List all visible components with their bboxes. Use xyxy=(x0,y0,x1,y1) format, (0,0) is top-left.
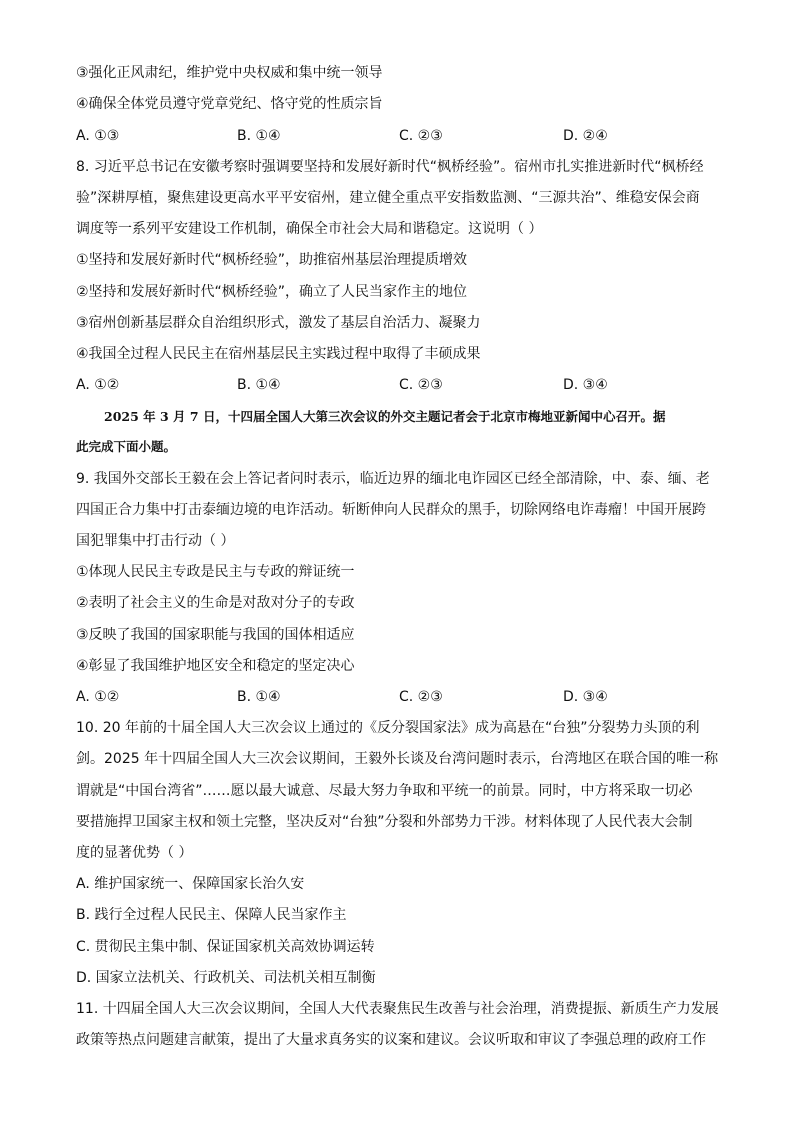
q8-stem-line: 验”深耕厚植，聚焦建设更高水平平安宿州，建立健全重点平安指数监测、“三源共治”、维稳安保会商 xyxy=(76,190,700,206)
q10-stem-line: 谓就是“中国台湾省”……愿以最大诚意、尽最大努力争取和平统一的前景。同时，中方将采取一切必 xyxy=(76,783,693,799)
q9-stem-line: 国犯罪集中打击行动（ ） xyxy=(76,533,235,549)
q9-option-d: D. ③④ xyxy=(563,689,608,705)
q8-options xyxy=(76,375,716,395)
q8-option-d: D. ③④ xyxy=(563,377,608,393)
q9-option-a: A. ①② xyxy=(76,689,120,705)
q8-statement-2: ②坚持和发展好新时代“枫桥经验”，确立了人民当家作主的地位 xyxy=(76,284,468,300)
q10-choice-a: A. 维护国家统一、保障国家长治久安 xyxy=(76,876,305,892)
q11-stem-line: 11. 十四届全国人大三次会议期间，全国人大代表聚焦民生改善与社会治理，消费提振、新质生产力发展 xyxy=(76,1001,719,1017)
q8-stem-line: 8. 习近平总书记在安徽考察时强调要坚持和发展好新时代“枫桥经验”。宿州市扎实推进新时代“枫桥经 xyxy=(76,159,704,175)
q7-option-c: C. ②③ xyxy=(399,128,443,144)
q10-choice-b: B. 践行全过程人民民主、保障人民当家作主 xyxy=(76,907,347,923)
reading-intro-line: 此完成下面小题。 xyxy=(76,439,177,454)
q10-stem-line: 10. 20 年前的十届全国人大三次会议上通过的《反分裂国家法》成为高悬在“台独”分裂势力头顶的利 xyxy=(76,720,700,736)
q8-option-b: B. ①④ xyxy=(237,377,281,393)
q7-options xyxy=(76,126,716,146)
q10-choice-c: C. 贯彻民主集中制、保证国家机关高效协调运转 xyxy=(76,939,375,955)
q9-stem-line: 9. 我国外交部长王毅在会上答记者问时表示，临近边界的缅北电诈园区已经全部清除，中、泰、缅、老 xyxy=(76,471,710,487)
q7-option-d: D. ②④ xyxy=(563,128,608,144)
q9-option-c: C. ②③ xyxy=(399,689,443,705)
q8-statement-3: ③宿州创新基层群众自治组织形式，激发了基层自治活力、凝聚力 xyxy=(76,315,481,331)
reading-intro-line: 2025 年 3 月 7 日，十四届全国人大第三次会议的外交主题记者会于北京市梅地亚新闻中心召开。据 xyxy=(104,409,666,424)
q9-statement-1: ①体现人民民主专政是民主与专政的辩证统一 xyxy=(76,564,355,580)
q8-stem-line: 调度等一系列平安建设工作机制，确保全市社会大局和谐稳定。这说明（ ） xyxy=(76,221,543,237)
q7-option-a: A. ①③ xyxy=(76,128,120,144)
q9-stem-line: 四国正合力集中打击泰缅边境的电诈活动。斩断伸向人民群众的黑手，切除网络电诈毒瘤！中国开展跨 xyxy=(76,502,706,518)
q8-option-c: C. ②③ xyxy=(399,377,443,393)
q10-stem-line: 度的显著优势（ ） xyxy=(76,845,193,861)
q7-statement-3: ③强化正风肃纪，维护党中央权威和集中统一领导 xyxy=(76,65,383,81)
q8-option-a: A. ①② xyxy=(76,377,120,393)
q10-stem-line: 剑。2025 年十四届全国人大三次会议期间，王毅外长谈及台湾问题时表示，台湾地区在联合国的唯一称 xyxy=(76,751,719,767)
q10-choice-d: D. 国家立法机关、行政机关、司法机关相互制衡 xyxy=(76,970,376,986)
q9-options xyxy=(76,687,716,707)
q10-stem-line: 要措施捍卫国家主权和领土完整，坚决反对“台独”分裂和外部势力干涉。材料体现了人民代表大会制 xyxy=(76,814,693,830)
q9-statement-4: ④彰显了我国维护地区安全和稳定的坚定决心 xyxy=(76,658,355,674)
q9-option-b: B. ①④ xyxy=(237,689,281,705)
q8-statement-4: ④我国全过程人民民主在宿州基层民主实践过程中取得了丰硕成果 xyxy=(76,346,481,362)
q7-option-b: B. ①④ xyxy=(237,128,281,144)
q9-statement-3: ③反映了我国的国家职能与我国的国体相适应 xyxy=(76,627,355,643)
q7-statement-4: ④确保全体党员遵守党章党纪、恪守党的性质宗旨 xyxy=(76,96,383,112)
q9-statement-2: ②表明了社会主义的生命是对敌对分子的专政 xyxy=(76,595,355,611)
q8-statement-1: ①坚持和发展好新时代“枫桥经验”，助推宿州基层治理提质增效 xyxy=(76,252,468,268)
q11-stem-line: 政策等热点问题建言献策，提出了大量求真务实的议案和建议。会议听取和审议了李强总理的政府工作 xyxy=(76,1032,706,1048)
